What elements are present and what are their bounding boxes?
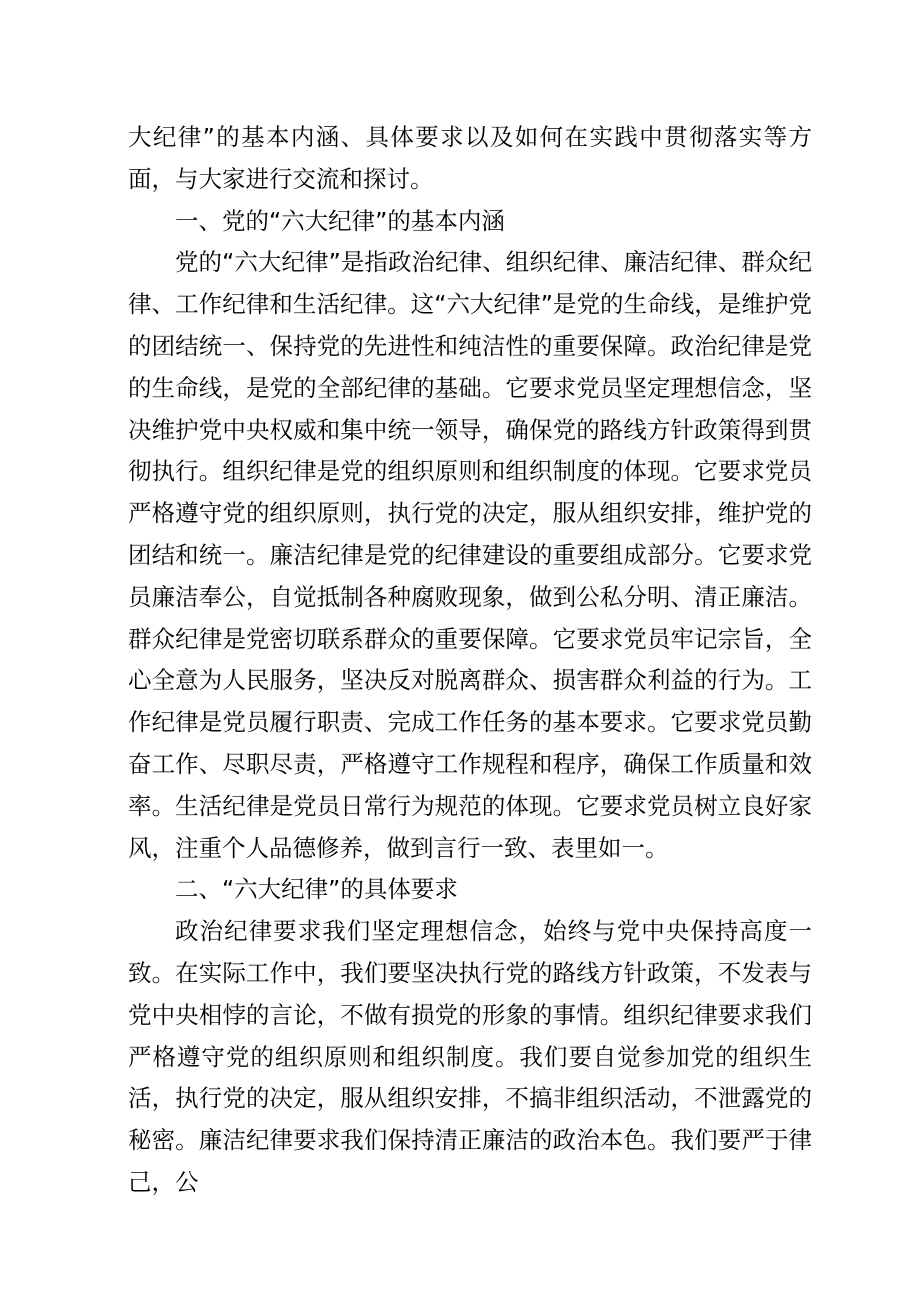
intro-paragraph: 大纪律”的基本内涵、具体要求以及如何在实践中贯彻落实等方面，与大家进行交流和探讨。	[128, 123, 812, 193]
document-page	[128, 117, 812, 1204]
section-heading-2: 二、“六大纪律”的具体要求	[175, 875, 458, 904]
body-paragraph-2: 政治纪律要求我们坚定理想信念，始终与党中央保持高度一致。在实际工作中，我们要坚决执行党的路线方针政策，不发表与党中央相悖的言论，不做有损党的形象的事情。组织纪律要求我们严格遵守党的组织原则和组织制度。我们要自觉参加党的组织生活，执行党的决定，服从组织安排，不搞非组织活动，不泄露党的秘密。廉洁纪律要求我们保持清正廉洁的政治本色。我们要严于律己，公	[128, 917, 812, 1196]
body-paragraph-1: 党的“六大纪律”是指政治纪律、组织纪律、廉洁纪律、群众纪律、工作纪律和生活纪律。这“六大纪律”是党的生命线，是维护党的团结统一、保持党的先进性和纯洁性的重要保障。政治纪律是党的生命线，是党的全部纪律的基础。它要求党员坚定理想信念，坚决维护党中央权威和集中统一领导，确保党的路线方针政策得到贯彻执行。组织纪律是党的组织原则和组织制度的体现。它要求党员严格遵守党的组织原则，执行党的决定，服从组织安排，维护党的团结和统一。廉洁纪律是党的纪律建设的重要组成部分。它要求党员廉洁奉公，自觉抵制各种腐败现象，做到公私分明、清正廉洁。群众纪律是党密切联系群众的重要保障。它要求党员牢记宗旨，全心全意为人民服务，坚决反对脱离群众、损害群众利益的行为。工作纪律是党员履行职责、完成工作任务的基本要求。它要求党员勤奋工作、尽职尽责，严格遵守工作规程和程序，确保工作质量和效率。生活纪律是党员日常行为规范的体现。它要求党员树立良好家风，注重个人品德修养，做到言行一致、表里如一。	[128, 248, 812, 862]
section-heading-1: 一、党的“六大纪律”的基本内涵	[175, 206, 505, 235]
